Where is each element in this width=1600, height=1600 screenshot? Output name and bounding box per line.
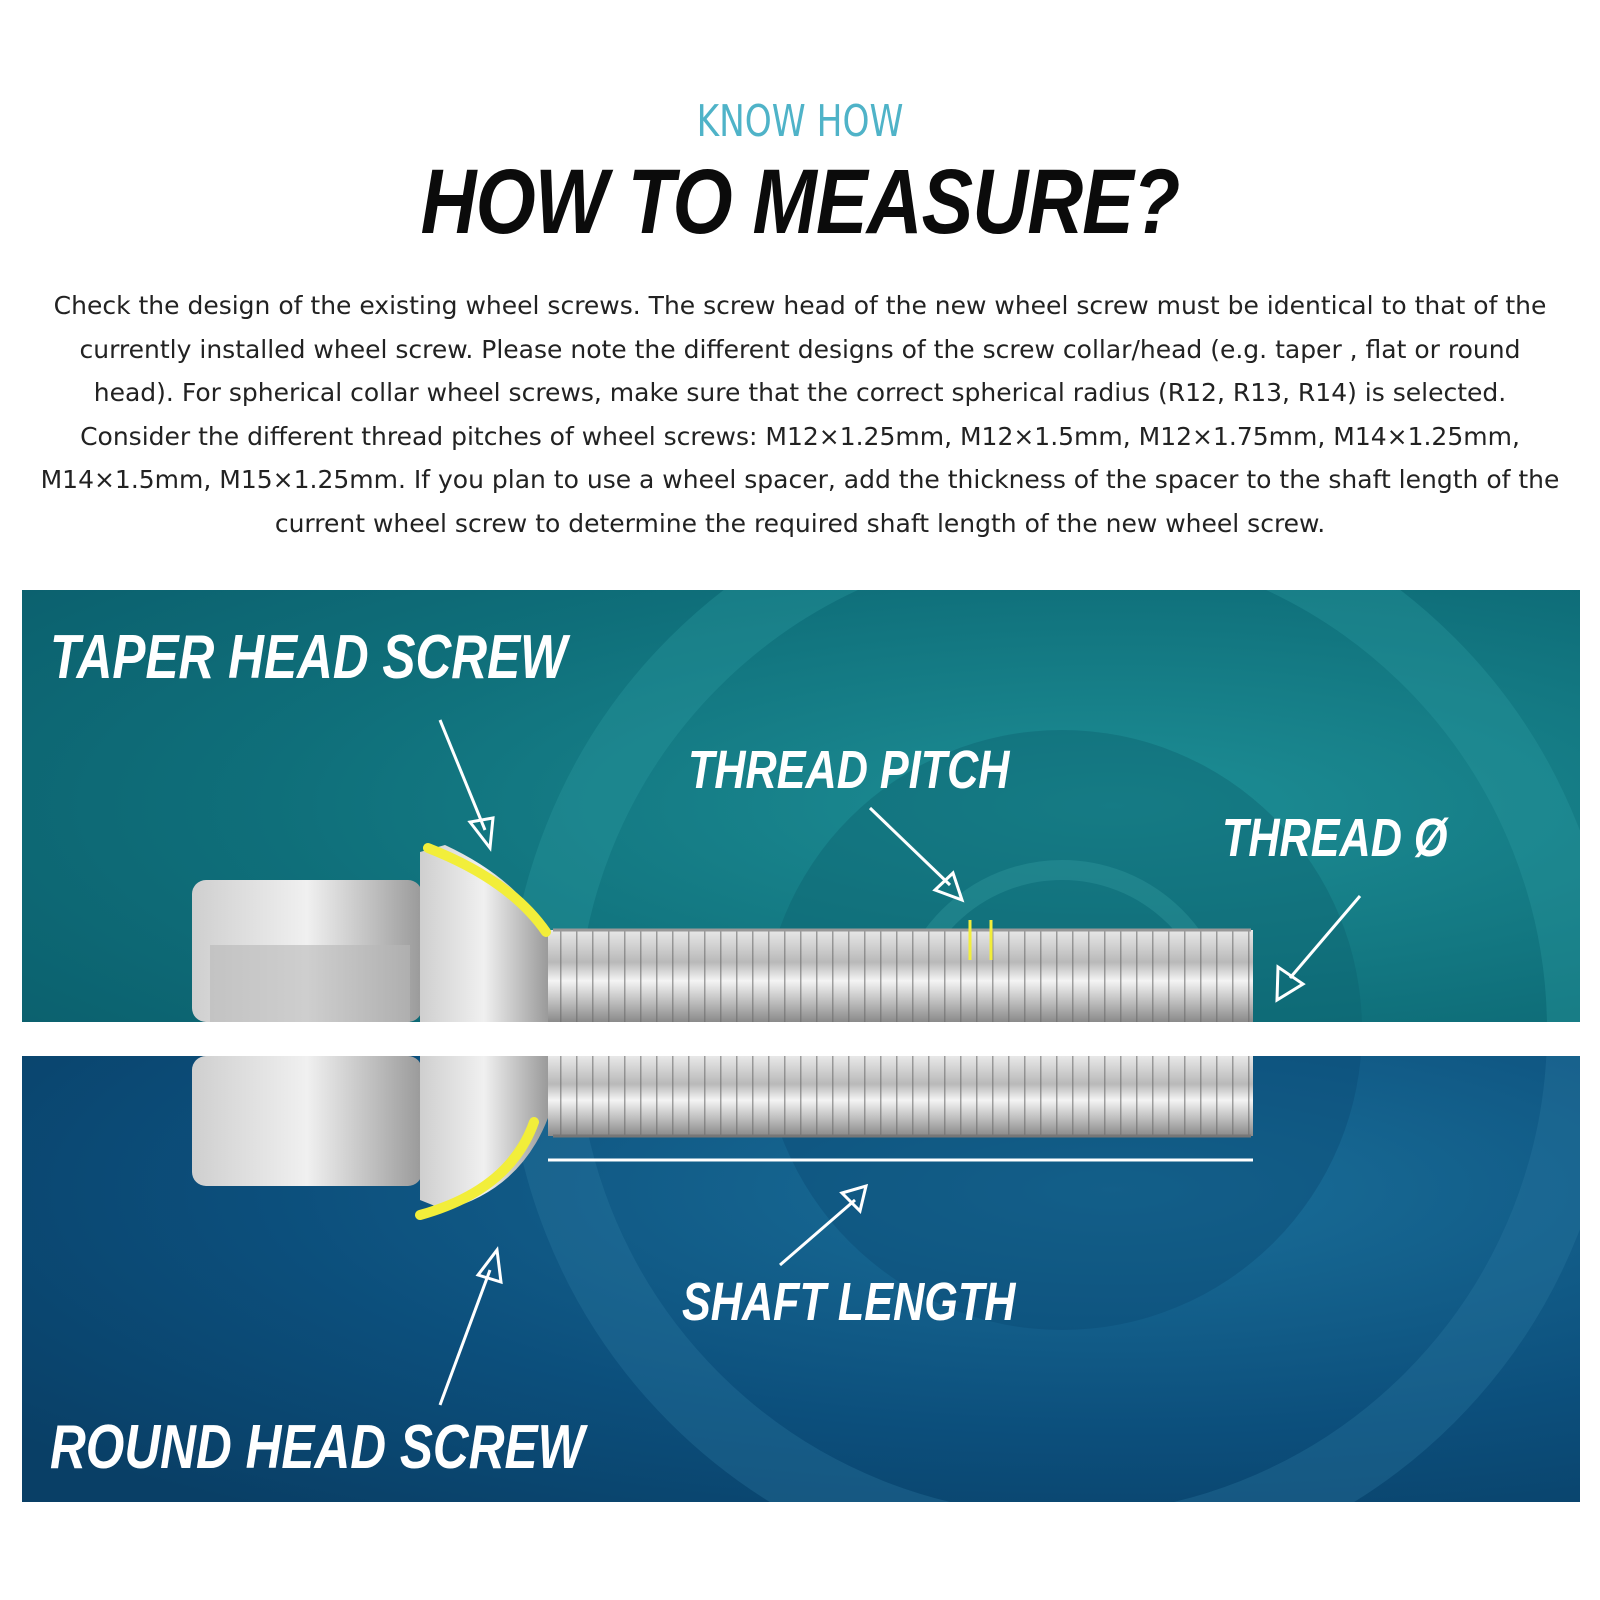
page-title: HOW TO MEASURE?	[420, 151, 1180, 253]
label-shaft-length: SHAFT LENGTH	[682, 1272, 1016, 1333]
label-thread-diameter: THREAD Ø	[1222, 808, 1448, 869]
intro-paragraph: Check the design of the existing wheel screws. The screw head of the new wheel screw must be identical to that of the currently installed wheel screw. Please note the different designs of the screw collar/head (e.g. taper , flat or round head). For spherical collar wheel screws, make sure that the correct spherical radius (R12, R13, R14) is selected. Consider the different thread pitches of wheel screws: M12×1.25mm, M12×1.5mm, M12×1.75mm, M14×1.25mm, M14×1.5mm, M15×1.25mm. If you plan to use a wheel spacer, add the thickness of the spacer to the shaft length of the current wheel screw to determine the required shaft length of the new wheel screw.	[40, 291, 1560, 538]
taper-head-screw	[192, 845, 1253, 1022]
round-head-screw	[192, 1056, 1253, 1210]
label-taper-head: TAPER HEAD SCREW	[50, 621, 567, 692]
label-thread-pitch: THREAD PITCH	[688, 740, 1010, 801]
shaft-arrow	[780, 1200, 855, 1265]
round-arrow	[440, 1270, 490, 1405]
taper-arrow	[440, 720, 485, 830]
pitch-arrow	[870, 808, 950, 885]
label-round-head: ROUND HEAD SCREW	[50, 1411, 585, 1482]
diameter-arrow	[1290, 896, 1360, 978]
section-kicker: KNOW HOW	[696, 96, 904, 147]
